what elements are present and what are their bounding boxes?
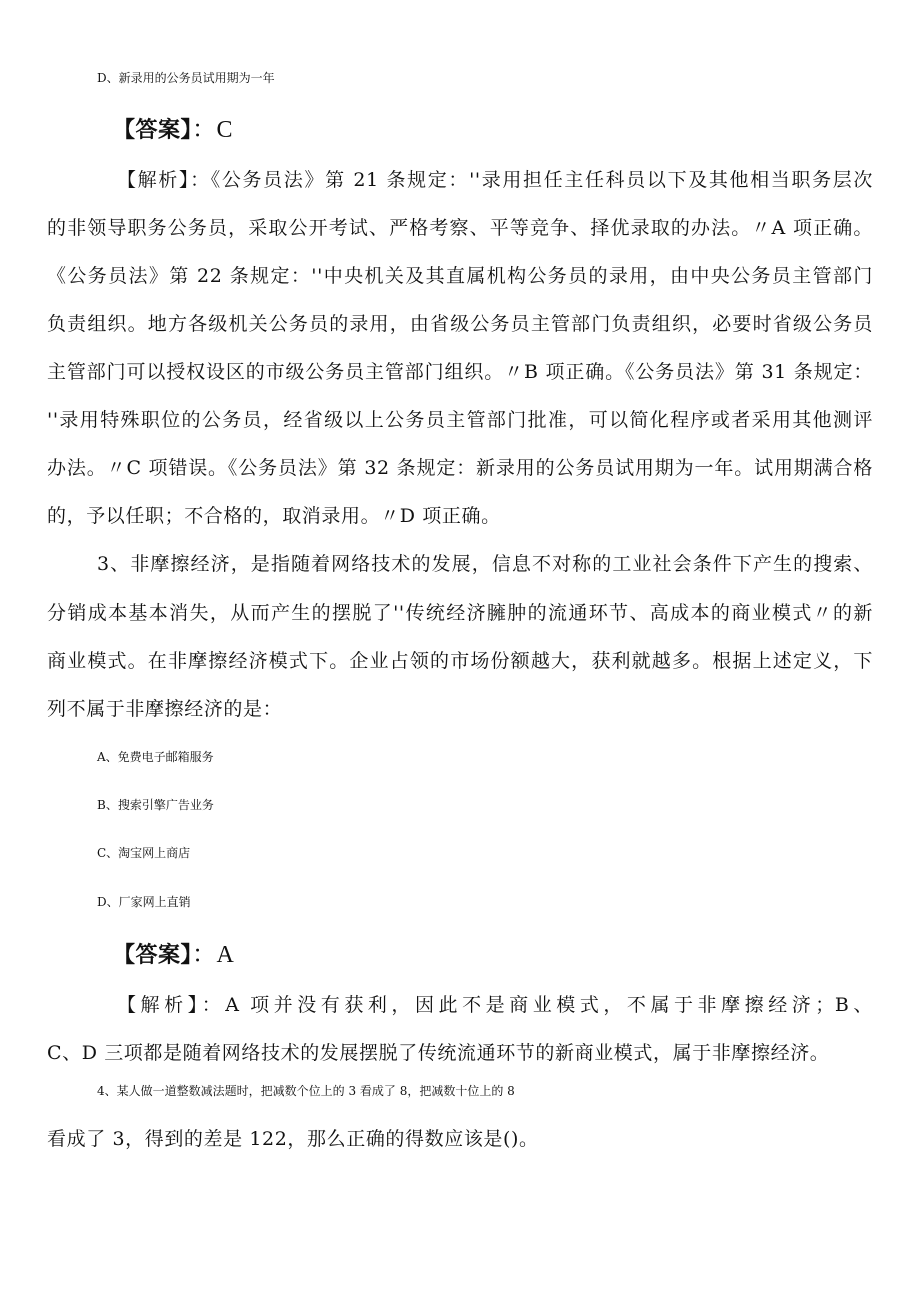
q2-explanation-line: 《公务员法》第 22 条规定：''中央机关及其直属机构公务员的录用，由中央公务员主管部门: [47, 265, 873, 287]
q3-option-c: C、淘宝网上商店: [97, 846, 191, 860]
q3-option-d: D、厂家网上直销: [97, 895, 191, 909]
q3-stem-line: 分销成本基本消失，从而产生的摆脱了''传统经济臃肿的流通环节、高成本的商业模式〃的新: [47, 602, 873, 624]
q3-stem-line: 商业模式。在非摩擦经济模式下。企业占领的市场份额越大，获利就越多。根据上述定义，下: [47, 650, 873, 672]
q3-option-a: A、免费电子邮箱服务: [97, 750, 214, 764]
q3-option-b: B、搜索引擎广告业务: [97, 798, 214, 812]
q2-explanation-line: 主管部门可以授权设区的市级公务员主管部门组织。〃B 项正确。《公务员法》第 31 条规定：: [47, 361, 873, 383]
q3-stem-line: 列不属于非摩擦经济的是：: [47, 698, 283, 720]
q3-explanation-line: C、D 三项都是随着网络技术的发展摆脱了传统流通环节的新商业模式，属于非摩擦经济。: [47, 1042, 830, 1064]
q3-answer-label: 【答案】: [113, 943, 193, 968]
q3-answer-value: ：A: [192, 942, 235, 968]
q3-stem-line: 3、非摩擦经济，是指随着网络技术的发展，信息不对称的工业社会条件下产生的搜索、: [97, 553, 873, 575]
q4-stem-line: 看成了 3，得到的差是 122，那么正确的得数应该是()。: [47, 1128, 539, 1150]
q2-explanation-line: 的，予以任职；不合格的，取消录用。〃D 项正确。: [47, 505, 501, 527]
q2-answer-value: ：C: [192, 117, 234, 143]
q2-answer: [113, 116, 233, 145]
q2-explanation-line: ''录用特殊职位的公务员，经省级以上公务员主管部门批准，可以简化程序或者采用其他测评: [47, 409, 873, 431]
q2-answer-label: 【答案】: [113, 118, 193, 143]
q2-explanation-line: 的非领导职务公务员，采取公开考试、严格考察、平等竞争、择优录取的办法。〃A 项正确。: [47, 217, 873, 239]
q2-explanation-line: 办法。〃C 项错误。《公务员法》第 32 条规定：新录用的公务员试用期为一年。试用期满合格: [47, 457, 873, 479]
q2-explanation-line: 负责组织。地方各级机关公务员的录用，由省级公务员主管部门负责组织，必要时省级公务员: [47, 313, 873, 335]
q3-explanation-line: 【解析】：A 项并没有获利，因此不是商业模式，不属于非摩擦经济；B、: [117, 994, 873, 1016]
q3-answer: [113, 941, 234, 970]
q2-option-d: D、新录用的公务员试用期为一年: [97, 71, 275, 85]
q4-stem-line: 4、某人做一道整数减法题时，把减数个位上的 3 看成了 8，把减数十位上的 8: [97, 1084, 515, 1098]
q2-explanation-line: 【解析】：《公务员法》第 21 条规定：''录用担任主任科员以下及其他相当职务层次: [117, 169, 873, 191]
